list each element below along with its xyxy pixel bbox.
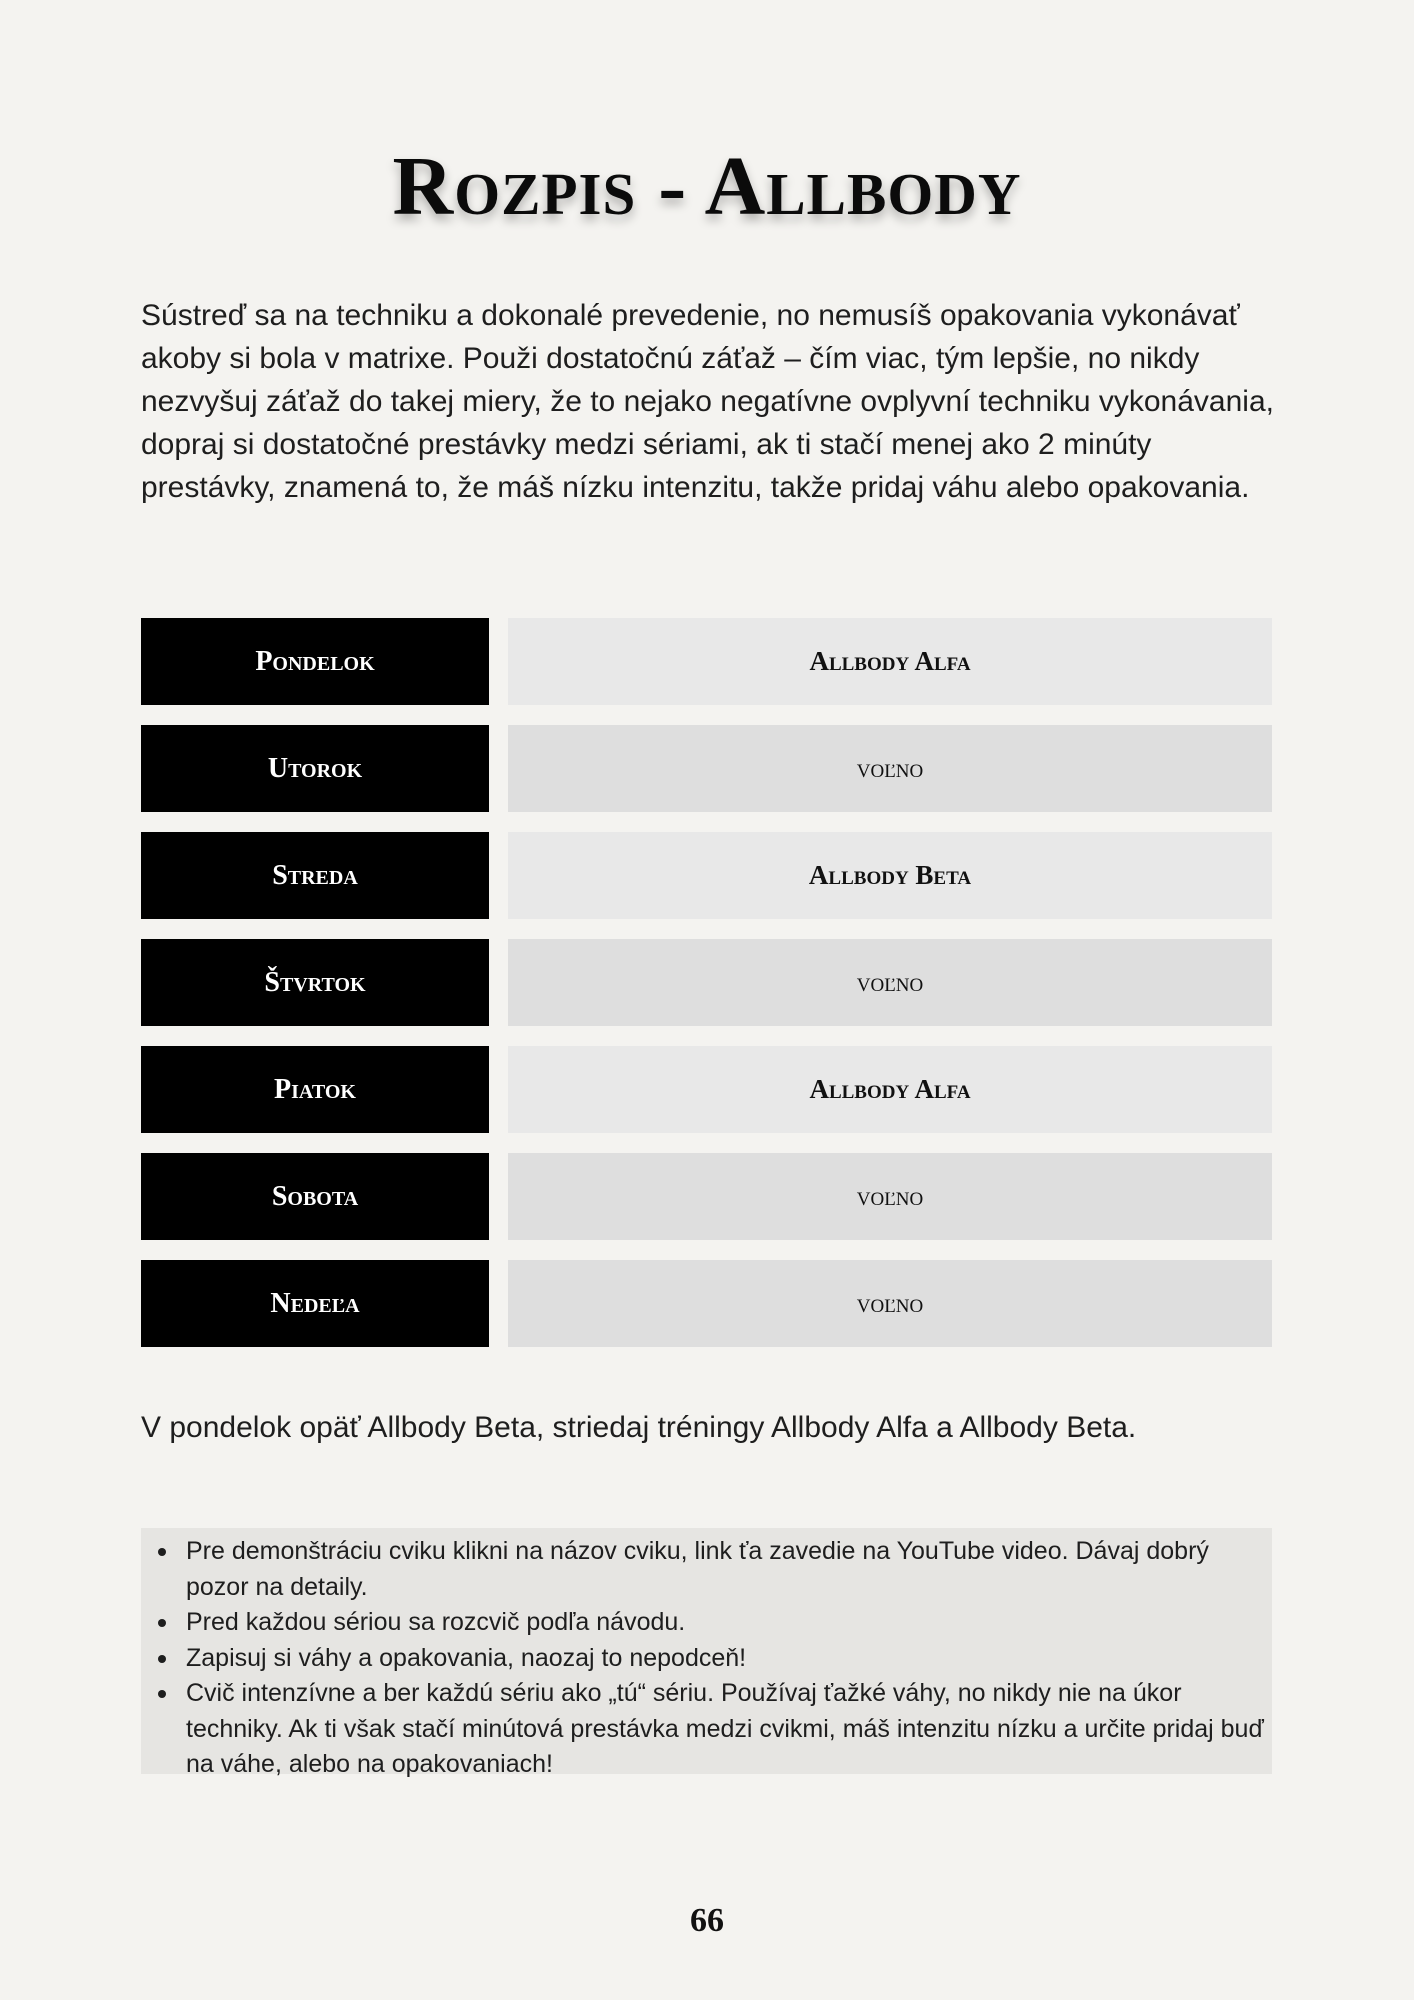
day-label: Pondelok <box>141 618 489 705</box>
workout-label: Allbody Alfa <box>508 1046 1272 1133</box>
schedule-row-monday <box>141 618 1272 705</box>
rest-label: voľno <box>508 1260 1272 1347</box>
rest-label: voľno <box>508 939 1272 1026</box>
schedule-row-wednesday <box>141 832 1272 919</box>
tips-box <box>141 1528 1272 1778</box>
workout-label: Allbody Alfa <box>508 618 1272 705</box>
tips-list <box>141 1534 1272 1783</box>
day-label: Nedeľa <box>141 1260 489 1347</box>
tip-item: Pred každou sériou sa rozcvič podľa návodu. <box>186 1605 1272 1641</box>
page-title: Rozpis - Allbody <box>392 140 1022 233</box>
page-number: 66 <box>690 1902 724 1939</box>
day-label: Sobota <box>141 1153 489 1240</box>
tip-item: Cvič intenzívne a ber každú sériu ako „tú“ sériu. Používaj ťažké váhy, no nikdy nie na úkor techniky. Ak ti však stačí minútová prestávka medzi cvikmi, máš intenzitu nízku a určite pridaj buď na váhe, alebo na opakovaniach! <box>186 1676 1272 1783</box>
day-label: Streda <box>141 832 489 919</box>
day-label: Štvrtok <box>141 939 489 1026</box>
intro-paragraph: Sústreď sa na techniku a dokonalé prevedenie, no nemusíš opakovania vykonávať akoby si bola v matrixe. Použi dostatočnú záťaž – čím viac, tým lepšie, no nikdy nezvyšuj záťaž do takej miery, že to nejako negatívne ovplyvní techniku vykonávania, dopraj si dostatočné prestávky medzi sériami, ak ti stačí menej ako 2 minúty prestávky, znamená to, že máš nízku intenzitu, takže pridaj váhu alebo opakovania. <box>141 299 1274 504</box>
schedule-row-saturday <box>141 1153 1272 1240</box>
rotation-note: V pondelok opäť Allbody Beta, striedaj tréningy Allbody Alfa a Allbody Beta. <box>141 1411 1137 1444</box>
rest-label: voľno <box>508 725 1272 812</box>
schedule-row-thursday <box>141 939 1272 1026</box>
weekly-schedule <box>141 618 1272 1367</box>
schedule-row-sunday <box>141 1260 1272 1347</box>
tip-item: Pre demonštráciu cviku klikni na názov cviku, link ťa zavedie na YouTube video. Dávaj dobrý pozor na detaily. <box>186 1534 1272 1605</box>
tip-item: Zapisuj si váhy a opakovania, naozaj to nepodceň! <box>186 1641 1272 1677</box>
workout-label: Allbody Beta <box>508 832 1272 919</box>
day-label: Utorok <box>141 725 489 812</box>
schedule-row-friday <box>141 1046 1272 1133</box>
day-label: Piatok <box>141 1046 489 1133</box>
rest-label: voľno <box>508 1153 1272 1240</box>
schedule-row-tuesday <box>141 725 1272 812</box>
